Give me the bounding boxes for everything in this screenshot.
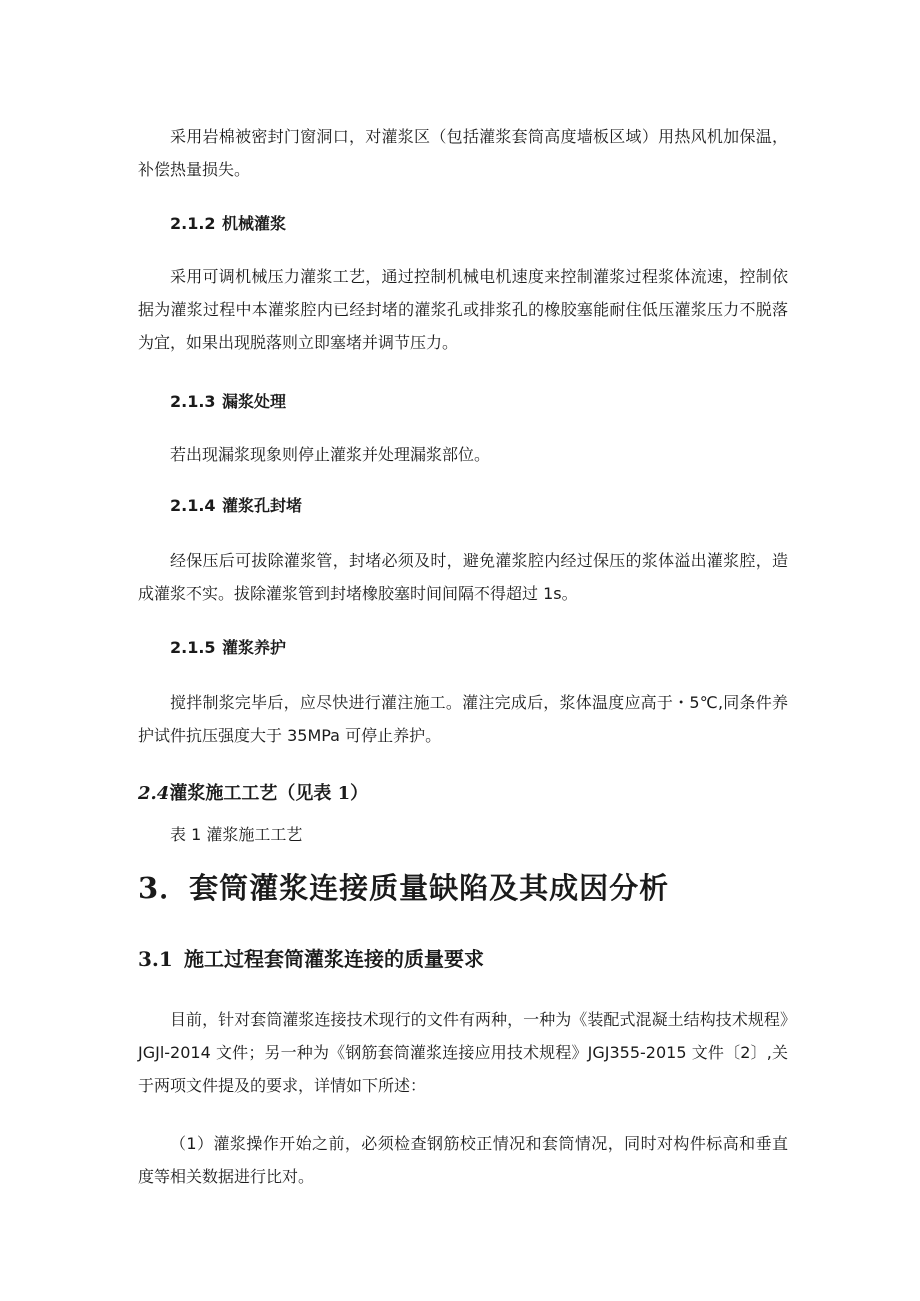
section-heading-2-1-3 xyxy=(170,390,286,414)
paragraph-hole-sealing: 经保压后可拔除灌浆管，封堵必须及时，避免灌浆腔内经过保压的浆体溢出灌浆腔，造成灌浆不实。拔除灌浆管到封堵橡胶塞时间间隔不得超过 1s。 xyxy=(138,551,788,603)
section-number: 2.1.5 xyxy=(170,638,216,657)
paragraph-leak-handling: 若出现漏浆现象则停止灌浆并处理漏浆部位。 xyxy=(170,445,491,464)
paragraph-mechanical-grouting: 采用可调机械压力灌浆工艺，通过控制机械电机速度来控制灌浆过程浆体流速，控制依据为灌浆过程中本灌浆腔内已经封堵的灌浆孔或排浆孔的橡胶塞能耐住低压灌浆压力不脱落为宜，如果出现脱落则立即塞堵并调节压力。 xyxy=(138,267,788,352)
section-number: 3.1 xyxy=(138,947,173,971)
section-title: 灌浆施工工艺（见表 1） xyxy=(169,783,369,804)
section-heading-2-1-2 xyxy=(170,212,286,236)
section-heading-2-1-5 xyxy=(170,636,286,660)
section-heading-2-1-4 xyxy=(170,494,302,518)
section-heading-3: 3．套筒灌浆连接质量缺陷及其成因分析 xyxy=(138,871,670,905)
section-heading-2-4 xyxy=(138,781,368,807)
section-title: 灌浆养护 xyxy=(222,638,287,657)
paragraph-requirement-1: （1）灌浆操作开始之前，必须检查钢筋校正情况和套筒情况，同时对构件标高和垂直度等相关数据进行比对。 xyxy=(138,1134,788,1186)
section-title: 机械灌浆 xyxy=(222,214,287,233)
paragraph-insulation: 采用岩棉被密封门窗洞口，对灌浆区（包括灌浆套筒高度墙板区域）用热风机加保温，补偿热量损失。 xyxy=(138,127,788,179)
section-title: 施工过程套筒灌浆连接的质量要求 xyxy=(184,947,484,971)
table-caption: 表 1 灌浆施工工艺 xyxy=(170,825,303,844)
section-number: 2.1.4 xyxy=(170,496,216,515)
section-number: 2.1.3 xyxy=(170,392,216,411)
section-title: 漏浆处理 xyxy=(222,392,287,411)
section-title: 灌浆孔封堵 xyxy=(222,496,303,515)
section-heading-3-1 xyxy=(138,944,484,974)
section-number: 2.1.2 xyxy=(170,214,216,233)
paragraph-curing: 搅拌制浆完毕后，应尽快进行灌注施工。灌注完成后，浆体温度应高于・5℃,同条件养护试件抗压强度大于 35MPa 可停止养护。 xyxy=(138,693,788,745)
paragraph-current-standards: 目前，针对套筒灌浆连接技术现行的文件有两种，一种为《装配式混凝土结构技术规程》JGJl-2014 文件；另一种为《钢筋套筒灌浆连接应用技术规程》JGJ355-2015 文件〔2〕,关于两项文件提及的要求，详情如下所述： xyxy=(138,1010,788,1095)
section-number: 2.4 xyxy=(138,783,170,804)
